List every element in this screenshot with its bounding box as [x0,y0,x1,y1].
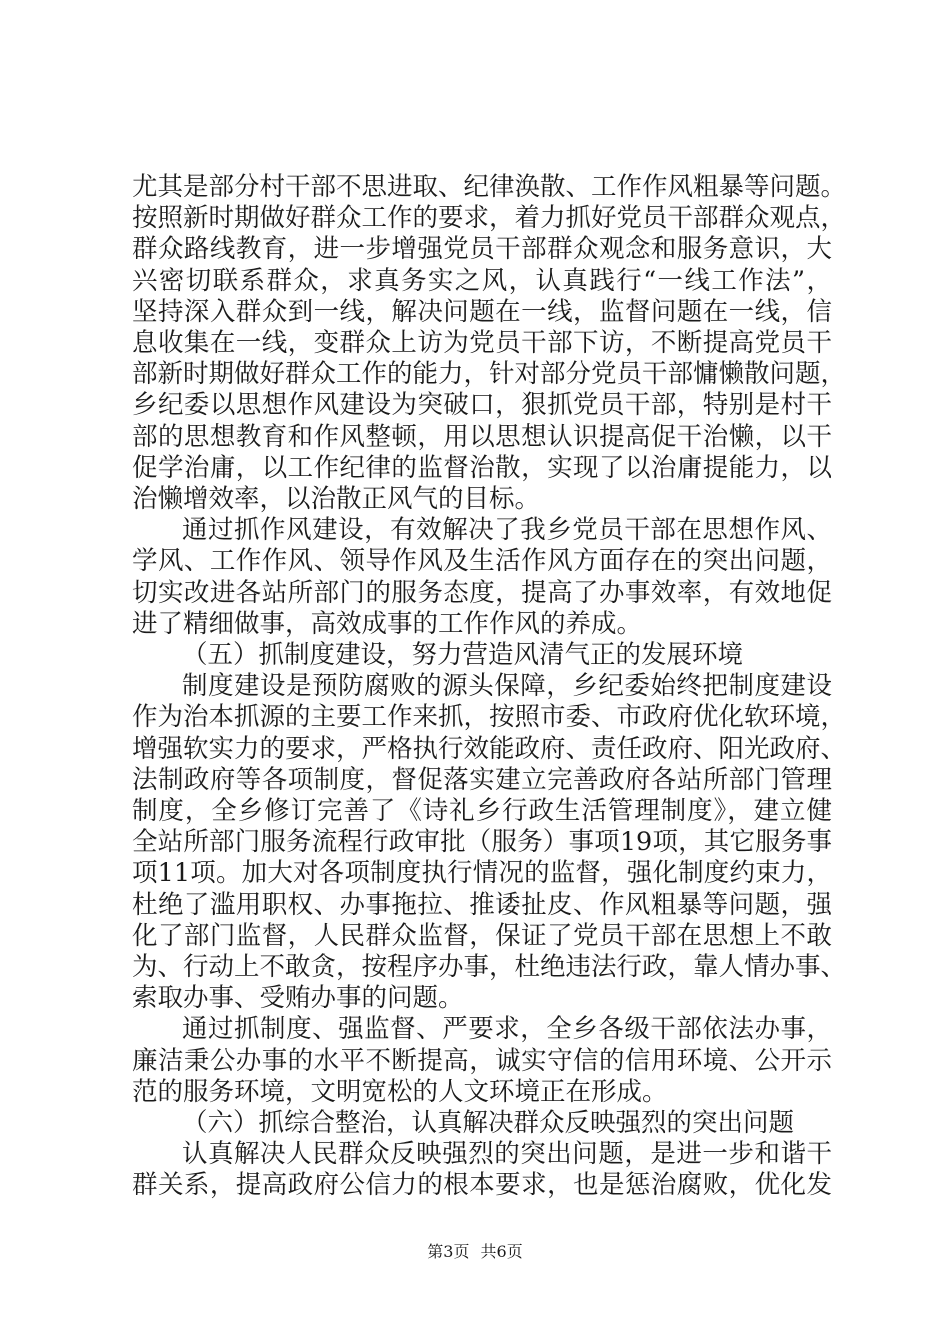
paragraph-first-line: 通过抓作风建设，有效解决了我乡党员干部在思想作风、 [182,515,832,546]
text-line: 切实改进各站所部门的服务态度，提高了办事效率，有效地促 [132,577,832,608]
text-line: 为、行动上不敢贪，按程序办事，杜绝违法行政，靠人情办事、 [132,952,847,982]
text-line: 群众路线教育，进一步增强党员干部群众观念和服务意识，大 [132,234,832,265]
text-line: 坚持深入群众到一线，解决问题在一线，监督问题在一线，信 [132,296,832,327]
page-footer: 第3页 共6页 [427,1242,523,1261]
text-line: 杜绝了滥用职权、办事拖拉、推诿扯皮、作风粗暴等问题，强 [132,889,832,920]
paragraph-first-line: 通过抓制度、强监督、严要求，全乡各级干部依法办事， [182,1014,832,1045]
text-line: 增强软实力的要求，严格执行效能政府、责任政府、阳光政府、 [132,733,847,764]
text-line: 尤其是部分村干部不思进取、纪律涣散、工作作风粗暴等问题。 [132,172,847,202]
text-line: 兴密切联系群众，求真务实之风，认真践行“一线工作法”， [132,265,832,296]
text-line: 学风、工作作风、领导作风及生活作风方面存在的突出问题， [132,546,832,577]
text-line: 部的思想教育和作风整顿，用以思想认识提高促干治懒，以干 [132,421,832,452]
text-line: 进了精细做事，高效成事的工作作风的养成。 [132,608,643,639]
text-line: 部新时期做好群众工作的能力，针对部分党员干部慵懒散问题， [132,359,847,390]
paragraph-first-line: 认真解决人民群众反映强烈的突出问题，是进一步和谐干 [182,1139,832,1170]
text-line: 按照新时期做好群众工作的要求，着力抓好党员干部群众观点， [132,203,847,234]
text-line: 范的服务环境，文明宽松的人文环境正在形成。 [132,1076,668,1107]
text-line: 化了部门监督，人民群众监督，保证了党员干部在思想上不敢 [132,920,832,951]
text-line: 项11项。加大对各项制度执行情况的监督，强化制度约束力， [132,858,832,889]
section-heading-6: （六）抓综合整治，认真解决群众反映强烈的突出问题 [182,1108,795,1138]
text-line: 息收集在一线，变群众上访为党员干部下访，不断提高党员干 [132,328,832,358]
text-line: 全站所部门服务流程行政审批（服务）事项19项，其它服务事 [132,827,832,858]
text-line: 乡纪委以思想作风建设为突破口，狠抓党员干部，特别是村干 [132,390,832,421]
text-line: 廉洁秉公办事的水平不断提高，诚实守信的信用环境、公开示 [132,1045,832,1076]
text-line: 法制政府等各项制度，督促落实建立完善政府各站所部门管理 [132,764,832,795]
text-line: 治懒增效率，以治散正风气的目标。 [132,484,541,514]
section-heading-5: （五）抓制度建设，努力营造风清气正的发展环境 [182,640,744,670]
text-line: 群关系，提高政府公信力的根本要求，也是惩治腐败，优化发 [132,1170,832,1201]
text-line: 索取办事、受贿办事的问题。 [132,983,464,1014]
text-line: 促学治庸，以工作纪律的监督治散，实现了以治庸提能力，以 [132,452,832,483]
text-line: 作为治本抓源的主要工作来抓，按照市委、市政府优化软环境， [132,702,847,733]
paragraph-first-line: 制度建设是预防腐败的源头保障，乡纪委始终把制度建设 [182,671,832,702]
text-line: 制度，全乡修订完善了《诗礼乡行政生活管理制度》，建立健 [132,796,832,826]
